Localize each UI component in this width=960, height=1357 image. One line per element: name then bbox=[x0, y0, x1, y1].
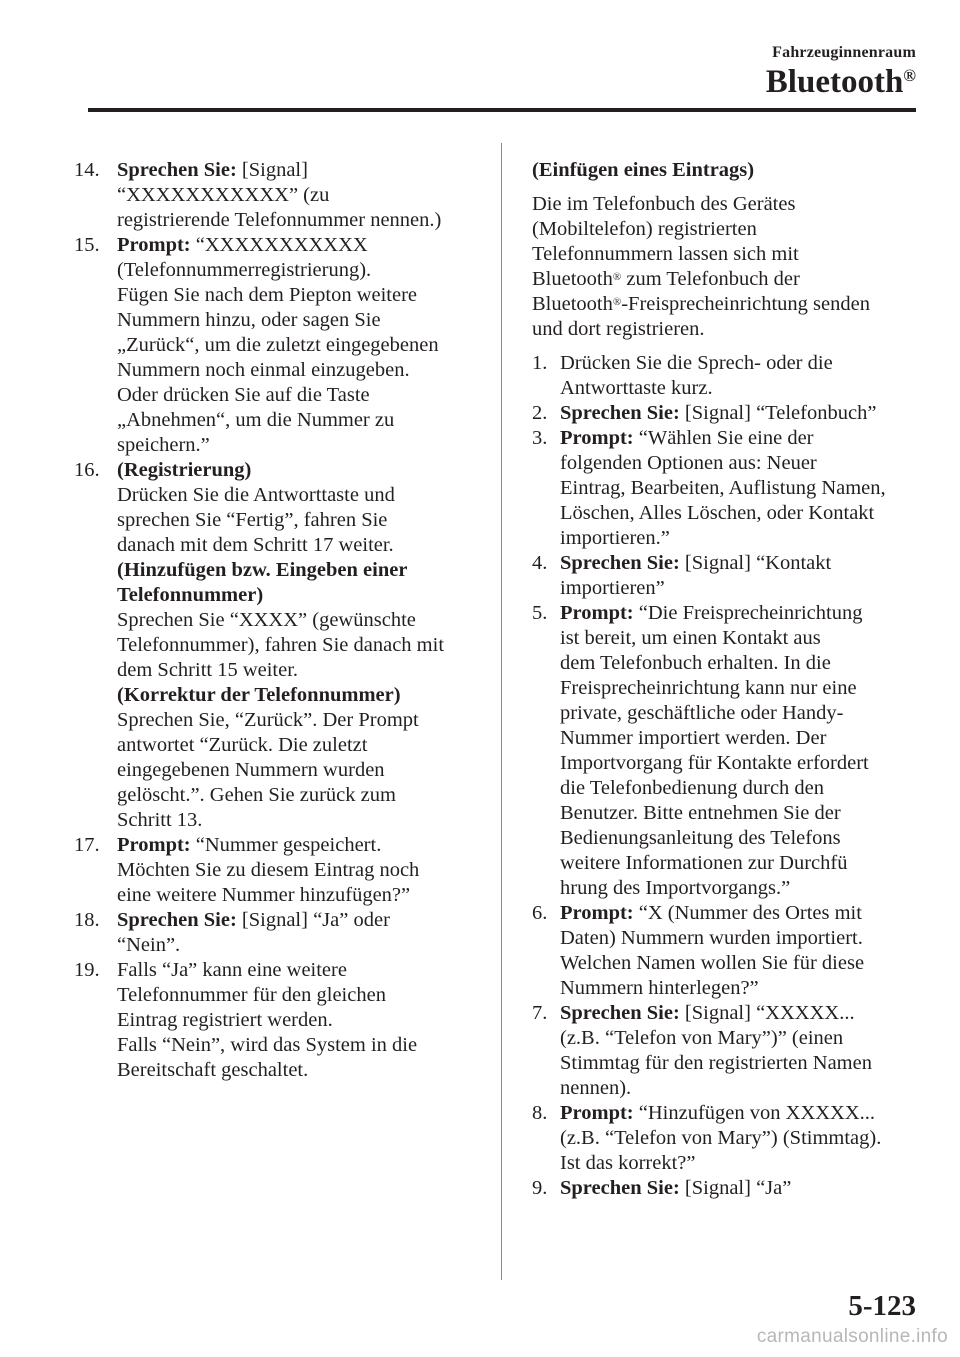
registered-mark: ® bbox=[612, 271, 622, 283]
text-segment: (z.B. “Telefon von Mary”) (Stimmtag). bbox=[560, 1127, 882, 1149]
text-line bbox=[117, 1033, 484, 1058]
bold-label: Sprechen Sie: bbox=[560, 1002, 680, 1024]
text-line bbox=[532, 192, 927, 217]
text-line bbox=[117, 708, 484, 733]
text-segment: sprechen Sie “Fertig”, fahren Sie bbox=[117, 509, 388, 531]
text-segment: Welchen Namen wollen Sie für diese bbox=[560, 952, 865, 974]
text-line bbox=[117, 508, 484, 533]
text-line bbox=[117, 683, 484, 708]
watermark: carmanualsonline.info bbox=[756, 1326, 948, 1347]
page-header bbox=[766, 44, 916, 100]
list-item bbox=[74, 233, 484, 458]
text-segment: “Nummer gespeichert. bbox=[190, 834, 382, 856]
text-segment: Falls “Ja” kann eine weitere bbox=[117, 959, 347, 981]
text-line bbox=[560, 1026, 927, 1051]
text-segment: Löschen, Alles Löschen, oder Kontakt bbox=[560, 502, 875, 524]
item-number: 5. bbox=[532, 602, 548, 624]
text-line bbox=[117, 558, 484, 583]
bold-label: Sprechen Sie: bbox=[560, 552, 680, 574]
text-segment: (Telefonnummerregistrierung). bbox=[117, 259, 372, 281]
list-item bbox=[532, 426, 927, 551]
text-line bbox=[117, 483, 484, 508]
text-line bbox=[117, 183, 484, 208]
bold-label: Sprechen Sie: bbox=[117, 909, 237, 931]
bold-label: Sprechen Sie: bbox=[560, 1177, 680, 1199]
text-line bbox=[560, 476, 927, 501]
list-item bbox=[532, 351, 927, 401]
text-segment: Nummern hinzu, oder sagen Sie bbox=[117, 309, 381, 331]
text-line bbox=[560, 876, 927, 901]
text-segment: zum Telefonbuch der bbox=[621, 268, 800, 290]
header-rule bbox=[88, 108, 916, 112]
list-item bbox=[74, 833, 484, 908]
text-segment: Nummern noch einmal einzugeben. bbox=[117, 359, 410, 381]
list-item bbox=[74, 908, 484, 958]
item-number: 4. bbox=[532, 552, 548, 574]
column-divider bbox=[501, 143, 502, 1280]
text-segment: registrierende Telefonnummer nennen.) bbox=[117, 209, 442, 231]
text-line bbox=[560, 951, 927, 976]
text-segment: und dort registrieren. bbox=[532, 318, 705, 340]
list-item bbox=[532, 601, 927, 901]
text-segment: “Die Freisprecheinrichtung bbox=[633, 602, 863, 624]
text-segment: [Signal] “XXXXX... bbox=[679, 1002, 855, 1024]
item-number: 8. bbox=[532, 1102, 548, 1124]
list-item bbox=[532, 401, 927, 426]
text-segment: Fügen Sie nach dem Piepton weitere bbox=[117, 284, 418, 306]
item-number: 19. bbox=[74, 959, 100, 981]
text-line bbox=[560, 1101, 927, 1126]
list-item bbox=[74, 958, 484, 1083]
text-line bbox=[117, 233, 484, 258]
text-segment: “Wählen Sie eine der bbox=[633, 427, 814, 449]
bold-label: Telefonnummer) bbox=[117, 584, 264, 606]
text-segment: Nummer importiert werden. Der bbox=[560, 727, 827, 749]
text-line bbox=[117, 208, 484, 233]
text-line bbox=[117, 883, 484, 908]
text-line bbox=[117, 158, 484, 183]
text-segment: Nummern hinterlegen?” bbox=[560, 977, 759, 999]
text-line bbox=[560, 726, 927, 751]
text-segment: Schritt 13. bbox=[117, 809, 203, 831]
text-segment: Sprechen Sie, “Zurück”. Der Prompt bbox=[117, 709, 419, 731]
text-segment: folgenden Optionen aus: Neuer bbox=[560, 452, 817, 474]
bold-label: (Registrierung) bbox=[117, 459, 252, 481]
text-line bbox=[117, 433, 484, 458]
text-line bbox=[117, 608, 484, 633]
right-column bbox=[532, 158, 927, 1201]
text-segment: Telefonnummer für den gleichen bbox=[117, 984, 386, 1006]
text-line bbox=[560, 501, 927, 526]
text-segment: danach mit dem Schritt 17 weiter. bbox=[117, 534, 394, 556]
text-line bbox=[560, 901, 927, 926]
text-line bbox=[532, 292, 927, 317]
text-segment: Drücken Sie die Sprech- oder die bbox=[560, 352, 833, 374]
text-line bbox=[560, 601, 927, 626]
text-line bbox=[117, 258, 484, 283]
text-line bbox=[117, 1058, 484, 1083]
bold-label: (Hinzufügen bzw. Eingeben einer bbox=[117, 559, 408, 581]
bold-label: (Korrektur der Telefonnummer) bbox=[117, 684, 401, 706]
text-segment: „Abnehmen“, um die Nummer zu bbox=[117, 409, 395, 431]
text-segment: Telefonnummer), fahren Sie danach mit bbox=[117, 634, 445, 656]
text-segment: Falls “Nein”, wird das System in die bbox=[117, 1034, 418, 1056]
text-line bbox=[560, 651, 927, 676]
text-segment: “XXXXXXXXXXX” (zu bbox=[117, 184, 330, 206]
text-line bbox=[560, 1076, 927, 1101]
text-segment: [Signal] bbox=[236, 159, 308, 181]
text-line bbox=[560, 826, 927, 851]
text-segment: Drücken Sie die Antworttaste und bbox=[117, 484, 395, 506]
text-segment: importieren.” bbox=[560, 527, 670, 549]
text-line bbox=[560, 626, 927, 651]
text-line bbox=[560, 426, 927, 451]
text-line bbox=[560, 801, 927, 826]
page-number: 5-123 bbox=[848, 1290, 916, 1322]
text-segment: private, geschäftliche oder Handy- bbox=[560, 702, 844, 724]
text-line bbox=[117, 758, 484, 783]
list-item bbox=[532, 901, 927, 1001]
bold-label: Sprechen Sie: bbox=[560, 402, 680, 424]
text-segment: “XXXXXXXXXXX bbox=[190, 234, 368, 256]
text-line bbox=[560, 576, 927, 601]
text-line bbox=[560, 701, 927, 726]
text-segment: importieren” bbox=[560, 577, 665, 599]
text-line bbox=[117, 983, 484, 1008]
text-line bbox=[117, 358, 484, 383]
text-segment: Telefonnummern lassen sich mit bbox=[532, 243, 799, 265]
text-line bbox=[117, 858, 484, 883]
item-number: 2. bbox=[532, 402, 548, 424]
text-line bbox=[117, 333, 484, 358]
registered-mark: ® bbox=[903, 66, 916, 85]
text-line bbox=[117, 458, 484, 483]
item-number: 3. bbox=[532, 427, 548, 449]
bold-label: Sprechen Sie: bbox=[117, 159, 237, 181]
item-number: 6. bbox=[532, 902, 548, 924]
text-line bbox=[560, 376, 927, 401]
text-segment: [Signal] “Kontakt bbox=[679, 552, 832, 574]
section-heading: (Einfügen eines Eintrags) bbox=[532, 159, 755, 181]
text-segment: -Freisprecheinrichtung senden bbox=[621, 293, 870, 315]
text-segment: ist bereit, um einen Kontakt aus bbox=[560, 627, 821, 649]
text-segment: Sprechen Sie “XXXX” (gewünschte bbox=[117, 609, 416, 631]
text-segment: Freisprecheinrichtung kann nur eine bbox=[560, 677, 857, 699]
left-column bbox=[74, 158, 484, 1083]
text-line bbox=[117, 383, 484, 408]
text-line bbox=[117, 833, 484, 858]
text-segment: Die im Telefonbuch des Gerätes bbox=[532, 193, 796, 215]
bold-label: Prompt: bbox=[560, 1102, 634, 1124]
text-segment: eine weitere Nummer hinzufügen?” bbox=[117, 884, 411, 906]
list-item bbox=[532, 551, 927, 601]
text-line bbox=[560, 401, 927, 426]
text-line bbox=[560, 676, 927, 701]
text-segment: [Signal] “Telefonbuch” bbox=[679, 402, 877, 424]
text-line bbox=[560, 1176, 927, 1201]
text-segment: Bluetooth bbox=[532, 268, 613, 290]
text-line bbox=[560, 776, 927, 801]
item-number: 15. bbox=[74, 234, 100, 256]
bold-label: Prompt: bbox=[117, 834, 191, 856]
text-line bbox=[560, 1051, 927, 1076]
text-line bbox=[560, 1001, 927, 1026]
text-segment: “X (Nummer des Ortes mit bbox=[633, 902, 862, 924]
list-item bbox=[532, 1176, 927, 1201]
text-segment: Ist das korrekt?” bbox=[560, 1152, 696, 1174]
text-line bbox=[560, 551, 927, 576]
text-segment: weitere Informationen zur Durchfü bbox=[560, 852, 848, 874]
text-line bbox=[560, 1126, 927, 1151]
text-line bbox=[560, 351, 927, 376]
item-number: 7. bbox=[532, 1002, 548, 1024]
text-line bbox=[117, 1008, 484, 1033]
text-line bbox=[532, 317, 927, 342]
text-segment: antwortet “Zurück. Die zuletzt bbox=[117, 734, 368, 756]
text-line bbox=[117, 908, 484, 933]
intro-paragraph bbox=[532, 192, 927, 342]
text-line bbox=[117, 633, 484, 658]
item-number: 14. bbox=[74, 159, 100, 181]
text-line bbox=[117, 533, 484, 558]
text-segment: Eintrag registriert werden. bbox=[117, 1009, 333, 1031]
text-segment: nennen). bbox=[560, 1077, 632, 1099]
text-line bbox=[117, 808, 484, 833]
text-segment: Oder drücken Sie auf die Taste bbox=[117, 384, 370, 406]
text-segment: Eintrag, Bearbeiten, Auflistung Namen, bbox=[560, 477, 886, 499]
item-number: 17. bbox=[74, 834, 100, 856]
text-segment: Importvorgang für Kontakte erfordert bbox=[560, 752, 869, 774]
text-line bbox=[117, 658, 484, 683]
text-segment: Daten) Nummern wurden importiert. bbox=[560, 927, 863, 949]
text-line bbox=[560, 751, 927, 776]
text-line bbox=[117, 408, 484, 433]
text-line bbox=[560, 851, 927, 876]
text-line bbox=[117, 733, 484, 758]
text-segment: dem Schritt 15 weiter. bbox=[117, 659, 299, 681]
text-line bbox=[532, 242, 927, 267]
section-label: Fahrzeuginnenraum bbox=[772, 44, 916, 61]
text-line bbox=[560, 451, 927, 476]
text-segment: die Telefonbedienung durch den bbox=[560, 777, 825, 799]
text-segment: gelöscht.”. Gehen Sie zurück zum bbox=[117, 784, 396, 806]
text-segment: Bluetooth bbox=[532, 293, 613, 315]
text-segment: eingegebenen Nummern wurden bbox=[117, 759, 385, 781]
text-segment: „Zurück“, um die zuletzt eingegebenen bbox=[117, 334, 439, 356]
item-number: 1. bbox=[532, 352, 548, 374]
text-segment: Bedienungsanleitung des Telefons bbox=[560, 827, 841, 849]
text-line bbox=[117, 933, 484, 958]
text-line bbox=[560, 976, 927, 1001]
list-item bbox=[74, 458, 484, 833]
item-number: 16. bbox=[74, 459, 100, 481]
text-segment: “Nein”. bbox=[117, 934, 181, 956]
text-segment: hrung des Importvorgangs.” bbox=[560, 877, 791, 899]
list-item bbox=[74, 158, 484, 233]
item-number: 9. bbox=[532, 1177, 548, 1199]
bold-label: Prompt: bbox=[117, 234, 191, 256]
bold-label: Prompt: bbox=[560, 427, 634, 449]
text-line bbox=[532, 267, 927, 292]
text-segment: Möchten Sie zu diesem Eintrag noch bbox=[117, 859, 420, 881]
page-title: Bluetooth® bbox=[765, 64, 916, 100]
text-segment: Bereitschaft geschaltet. bbox=[117, 1059, 309, 1081]
text-line bbox=[117, 783, 484, 808]
list-item bbox=[532, 1001, 927, 1101]
text-line bbox=[117, 283, 484, 308]
text-segment: (Mobiltelefon) registrierten bbox=[532, 218, 757, 240]
registered-mark: ® bbox=[612, 296, 622, 308]
text-segment: Stimmtag für den registrierten Namen bbox=[560, 1052, 872, 1074]
bold-label: Prompt: bbox=[560, 602, 634, 624]
text-segment: [Signal] “Ja” bbox=[679, 1177, 792, 1199]
text-segment: Antworttaste kurz. bbox=[560, 377, 713, 399]
text-line bbox=[117, 308, 484, 333]
text-segment: [Signal] “Ja” oder bbox=[236, 909, 390, 931]
text-segment: “Hinzufügen von XXXXX... bbox=[633, 1102, 876, 1124]
text-line bbox=[560, 526, 927, 551]
bold-label: Prompt: bbox=[560, 902, 634, 924]
text-line bbox=[560, 926, 927, 951]
text-segment: Benutzer. Bitte entnehmen Sie der bbox=[560, 802, 841, 824]
text-segment: speichern.” bbox=[117, 434, 210, 456]
text-segment: dem Telefonbuch erhalten. In die bbox=[560, 652, 831, 674]
text-line bbox=[532, 217, 927, 242]
text-line bbox=[117, 958, 484, 983]
list-item bbox=[532, 1101, 927, 1176]
text-line bbox=[117, 583, 484, 608]
item-number: 18. bbox=[74, 909, 100, 931]
text-line bbox=[560, 1151, 927, 1176]
text-segment: (z.B. “Telefon von Mary”)” (einen bbox=[560, 1027, 844, 1049]
steps-list bbox=[532, 351, 927, 1201]
